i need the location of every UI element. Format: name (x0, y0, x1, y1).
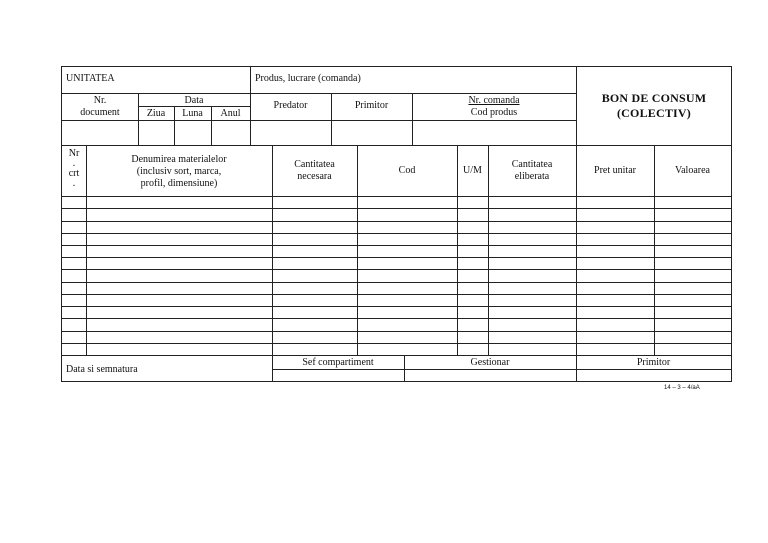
table-row-line (62, 245, 731, 246)
table-row-line (62, 257, 731, 258)
year-label: Anul (220, 108, 241, 119)
month-label: Luna (182, 108, 203, 119)
divider (250, 67, 251, 95)
col-unit-price: Pret unitar (594, 165, 636, 176)
divider (576, 145, 577, 381)
col-qty-needed: Cantitatea necesara (294, 159, 335, 182)
col-um: U/M (463, 165, 482, 176)
consumption-voucher-form (61, 66, 732, 382)
product-code-label: Cod produs (470, 107, 518, 118)
storekeeper-label: Gestionar (470, 357, 510, 368)
date-label: Data (184, 95, 204, 106)
deliverer-label: Predator (273, 100, 308, 111)
table-row-line (62, 208, 731, 209)
divider (62, 93, 576, 94)
table-row-line (62, 318, 731, 319)
divider (174, 120, 175, 145)
footer-receiver-label: Primitor (636, 357, 671, 368)
order-nr-label: Nr. comanda (468, 95, 520, 106)
divider (86, 145, 87, 356)
divider (357, 145, 358, 356)
col-value: Valoarea (675, 165, 710, 176)
divider (62, 120, 576, 121)
table-row-line (62, 294, 731, 295)
table-row-line (62, 269, 731, 270)
divider (272, 369, 731, 370)
col-material-name: Denumirea materialelor (inclusiv sort, marca, profil, dimensiune) (131, 154, 227, 189)
receiver-label: Primitor (354, 100, 389, 111)
day-label: Ziua (146, 108, 166, 119)
col-nr-crt: Nr . crt . (68, 148, 80, 189)
table-row-line (62, 221, 731, 222)
table-row-line (62, 233, 731, 234)
divider (211, 120, 212, 145)
table-row-line (62, 306, 731, 307)
date-signature-label: Data si semnatura (66, 364, 138, 375)
table-row-line (62, 196, 731, 197)
col-qty-released: Cantitatea eliberata (511, 159, 553, 182)
table-row-line (62, 343, 731, 344)
table-row-line (62, 331, 731, 332)
divider (654, 145, 655, 356)
divider (138, 120, 139, 145)
divider (62, 355, 731, 356)
form-title-line2: (COLECTIV) (616, 106, 691, 120)
doc-nr-label-line2: document (80, 107, 120, 118)
doc-nr-label-line1: Nr. (93, 95, 107, 106)
divider (272, 145, 273, 381)
product-label: Produs, lucrare (comanda) (255, 73, 361, 84)
divider (488, 145, 489, 356)
unit-label: UNITATEA (66, 73, 115, 84)
table-row-line (62, 282, 731, 283)
form-code: 14 – 3 – 4/aA (664, 385, 700, 391)
col-code: Cod (398, 165, 416, 176)
divider (62, 145, 731, 146)
dept-head-label: Sef compartiment (302, 357, 374, 368)
divider (457, 145, 458, 356)
divider (138, 106, 250, 107)
form-title-line1: BON DE CONSUM (601, 91, 707, 105)
